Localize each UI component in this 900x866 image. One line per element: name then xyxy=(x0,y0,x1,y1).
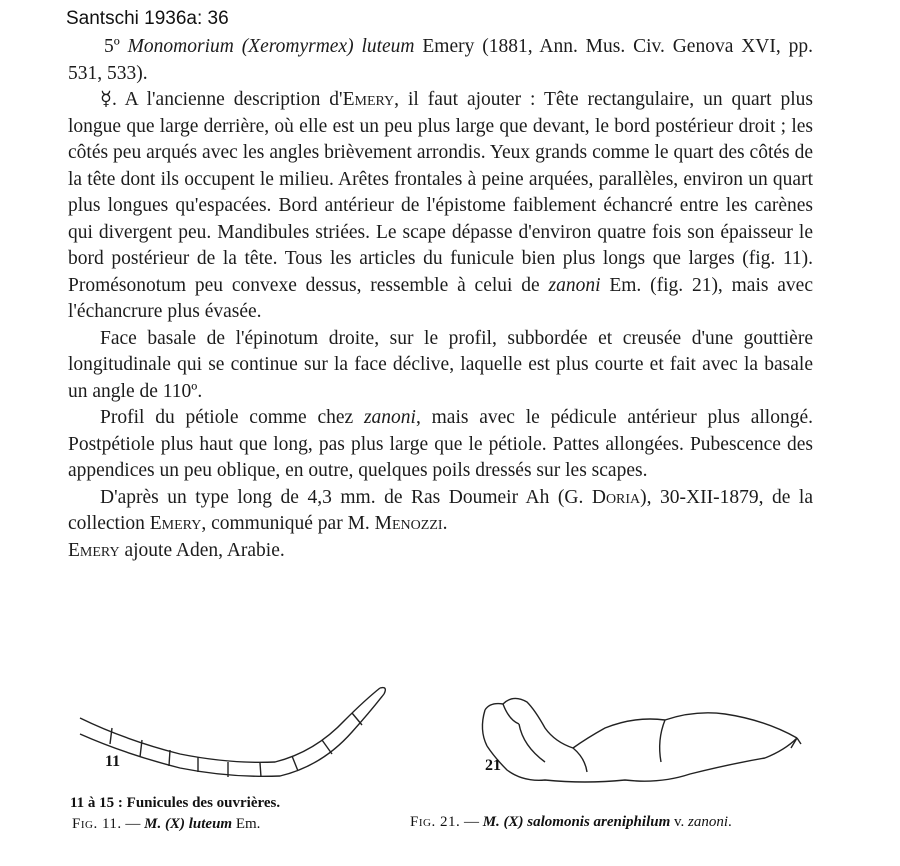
worker-symbol: ☿. xyxy=(100,89,117,110)
author-name: Emery xyxy=(342,89,395,110)
funicle-outline xyxy=(80,688,385,777)
figure-11-caption: Fig. 11. — M. (X) luteum Em. xyxy=(72,816,261,832)
species-description xyxy=(68,34,813,564)
taxon-ref: zanoni xyxy=(363,407,416,428)
species-heading xyxy=(68,34,813,87)
petiole-outline xyxy=(482,698,801,782)
entry-number: 5º xyxy=(104,36,120,57)
species-citation: Emery (1881, Ann. Mus. Civ. Genova XVI, pp. 531, 533). xyxy=(68,36,813,84)
figure-11-number: 11 xyxy=(105,753,121,770)
taxon-ref: zanoni xyxy=(548,274,601,296)
figure-11-funicle xyxy=(70,680,400,785)
paragraph-petiole: Profil du pétiole comme chez zanoni, mais avec le pédicule antérieur plus allongé. Postpétiole plus haut que long, pas plus large que le pétiole. Pattes allongées. Pubescence des appendices un peu oblique, en outre, quelques poils dressés sur les scapes. xyxy=(68,407,814,481)
subgenus-name: (Xeromyrmex) xyxy=(241,36,354,57)
paragraph-head: ☿. A l'ancienne description d'Emery, il faut ajouter : Tête rectangulaire, un quart plus longue que large derrière, où elle est un peu plus large que devant, le bord postérieur droit ; les côtés peu arqués avec les angles brièvement arrondis. Yeux grands comme le quart des côtés de la tête dont ils occupent le milieu. Arêtes frontales à peine arquées, parallèles, environ un quart plus longues qu'espacées. Bord antérieur de l'épistome faiblement échancré entre les carènes qui divergent peu. Mandibules striées. Le scape dépasse d'environ quatre fois son épaisseur le bord postérieur de la tête. Tous les articles du funicule bien plus longs que larges (fig. 11). Promésonotum peu convexe dessus, ressemble à celui de zanoni Em. (fig. 21), mais avec l'échancrure plus évasée. xyxy=(68,89,813,322)
author-name: Emery xyxy=(68,539,120,561)
collection-name: Emery xyxy=(149,513,202,534)
figure-group-caption: 11 à 15 : Funicules des ouvrières. xyxy=(70,795,281,811)
collector-name: Doria xyxy=(591,486,641,508)
page-header: Santschi 1936a: 36 xyxy=(66,8,229,29)
communicator-name: Menozzi xyxy=(374,513,443,534)
figure-21-number: 21 xyxy=(485,757,501,774)
paragraph-type-specimen: D'après un type long de 4,3 mm. de Ras Doumeir Ah (G. Doria), 30-XII-1879, de la collection Emery, communiqué par M. Menozzi. xyxy=(68,486,814,534)
figure-21-caption: Fig. 21. — M. (X) salomonis areniphilum v. zanoni. xyxy=(410,814,732,830)
species-name: luteum xyxy=(361,36,415,57)
figure-21-petiole xyxy=(475,680,815,795)
genus-name: Monomorium xyxy=(127,36,234,57)
paragraph-epinotum: Face basale de l'épinotum droite, sur le profil, subbordée et creusée d'une gouttière longitudinale qui se continue sur la face déclive, laquelle est plus courte et fait avec la basale un angle de 110º. xyxy=(68,327,813,402)
paragraph-locality: Emery ajoute Aden, Arabie. xyxy=(68,539,285,561)
